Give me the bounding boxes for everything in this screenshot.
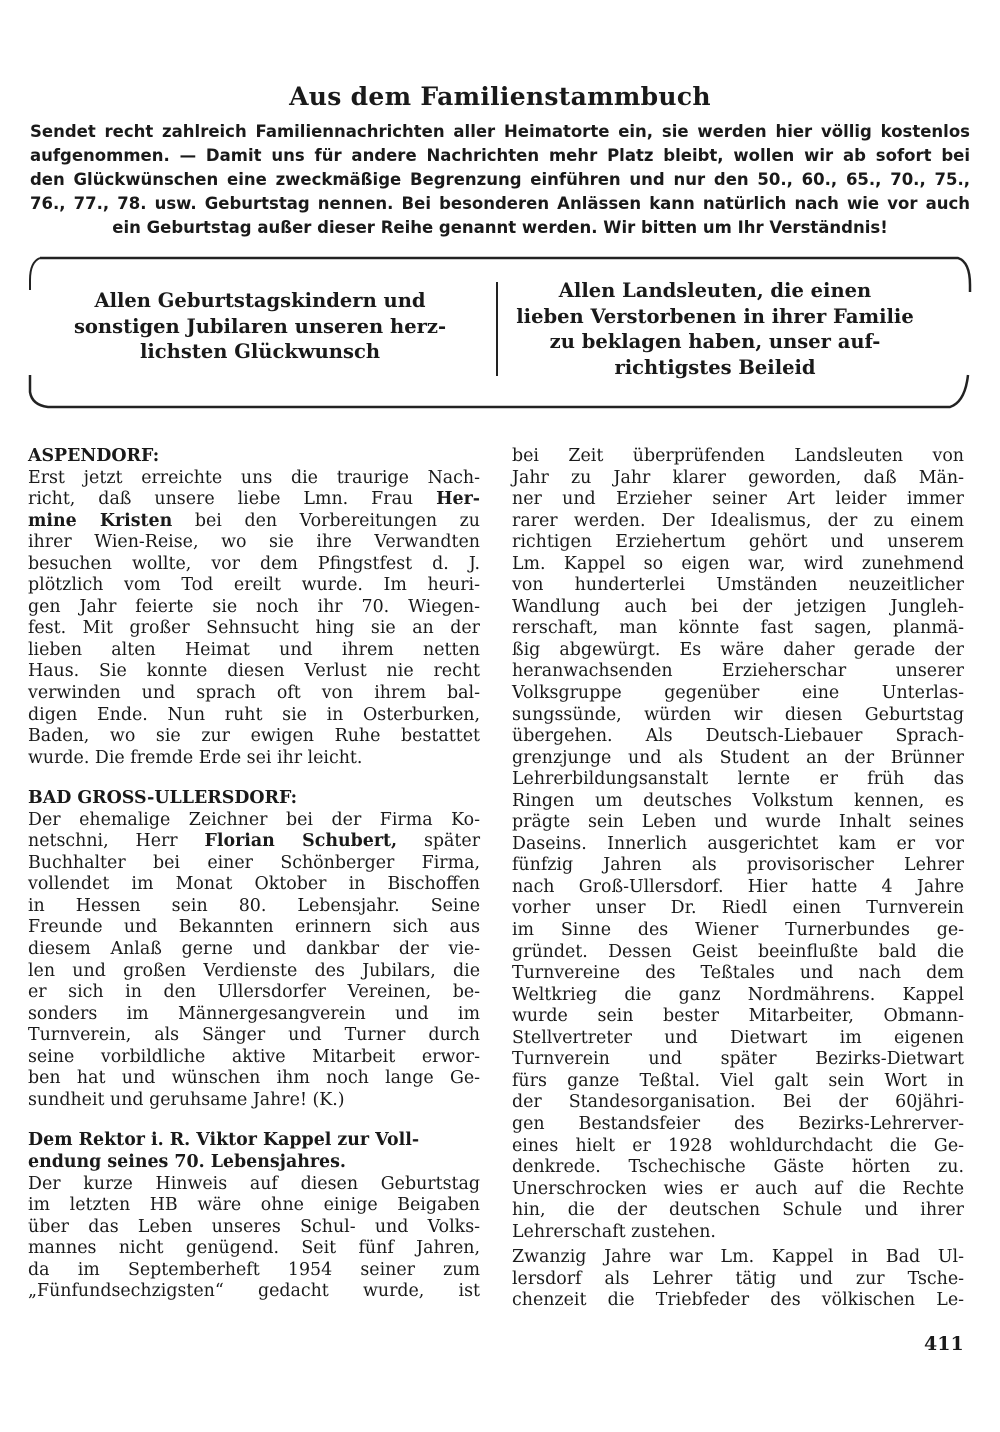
text-line [28,831,480,853]
text-line: fürs ganze Teßtal. Viel galt sein Wort in [512,1070,964,1091]
right-column [512,446,964,1312]
text-line: nach Groß-Ullersdorf. Hier hatte 4 Jahre [512,876,964,897]
spacer [28,1111,480,1130]
intro-line: 76., 77., 78. usw. Geburtstag nennen. Bei besonderen Anlässen kann natürlich nach wie vor auch [30,194,970,213]
section-heading: endung seines 70. Lebensjahres. [28,1151,346,1172]
text-line: ßig abgewürgt. Es wäre daher gerade der [512,639,964,660]
text-line: Der kurze Hinweis auf diesen Geburtstag [28,1173,480,1194]
text-segment: später [397,831,481,852]
birthday-greeting [60,288,460,365]
section-heading: Dem Rektor i. R. Viktor Kappel zur Voll- [28,1130,420,1151]
text-line: Haus. Sie konnte diesen Verlust nie recht [28,661,480,682]
text-line: Turnvereine des Teßtales und nach dem [512,963,964,984]
text-line: gen Jahr feierte sie noch ihr 70. Wiegen- [28,596,480,617]
text-line: Lehrerbildungsanstalt lernte er früh das [512,769,964,790]
text-line: im Sinne des Wiener Turnerbundes ge- [512,920,964,941]
person-name: Florian Schubert, [204,831,398,852]
text-line: Freunde und Bekannten erinnern sich aus [28,917,480,938]
text-line: len und großen Verdienste des Jubilars, die [28,960,480,981]
text-line: gründet. Dessen Geist beeinflußte bald die [512,941,964,962]
intro-line: den Glückwünschen eine zweckmäßige Begrenzung einführen und nur den 50., 60., 65., 70., 75., [30,170,970,189]
text-line: richtigen Erziehertum gehört und unserem [512,532,964,553]
left-column [28,446,480,1303]
text-line: ner und Erzieher seiner Art leider immer [512,489,964,510]
text-line: Der ehemalige Zeichner bei der Firma Ko- [28,809,480,830]
person-name: mine Kristen [28,510,173,531]
text-line: übergehen. Als Deutsch-Liebauer Sprach- [512,726,964,747]
text-line: Volksgruppe gegenüber eine Unterlas- [512,683,964,704]
text-line: über das Leben unseres Schul- und Volks- [28,1216,480,1237]
text-line: plötzlich vom Tod ereilt wurde. Im heuri- [28,575,480,596]
person-name: Her- [436,489,480,510]
text-line: lersdorf als Lehrer tätig und zur Tsche- [512,1268,964,1289]
text-line: fest. Mit großer Sehnsucht hing sie an der [28,618,480,639]
text-line: wurde sein bester Mitarbeiter, Obmann- [512,1006,964,1027]
text-line: besuchen wollte, vor dem Pfingstfest d. J. [28,553,480,574]
greeting-line: lichsten Glückwunsch [139,340,381,363]
text-line: diesem Anlaß gerne und dankbar der vie- [28,939,480,960]
text-line: sundheit und geruhsame Jahre! (K.) [28,1089,345,1110]
text-line: denkrede. Tschechische Gäste hörten zu. [512,1157,964,1178]
intro-line: aufgenommen. — Damit uns für andere Nachrichten mehr Platz bleibt, wollen wir ab sofort bei [30,146,970,165]
text-line: Lm. Kappel so eigen war, wird zunehmend [512,553,964,574]
text-line: Stellvertreter und Dietwart im eigenen [512,1027,964,1048]
text-line: Jahr zu Jahr klarer geworden, daß Män- [512,467,964,488]
greeting-line: lieben Verstorbenen in ihrer Familie [516,304,914,328]
text-line: hin, die der deutschen Schule und ihrer [512,1200,964,1221]
text-line: Ringen um deutsches Volkstum kennen, es [512,790,964,811]
greeting-line: richtigstes Beileid [614,355,816,379]
text-line: fünfzig Jahren als provisorischer Lehrer [512,855,964,876]
greeting-line: zu beklagen haben, unser auf- [549,330,881,353]
text-line: da im Septemberheft 1954 seiner zum [28,1259,480,1280]
greeting-line: sonstigen Jubilaren unseren herz- [73,314,447,338]
text-line: verwinden und sprach oft von ihrem bal- [28,683,480,704]
text-line: seine vorbildliche aktive Mitarbeit erwor- [28,1046,480,1067]
text-line: mannes nicht genügend. Seit fünf Jahren, [28,1238,480,1259]
text-line: sungssünde, würden wir diesen Geburtstag [512,704,964,725]
page-title: Aus dem Familienstammbuch [289,82,711,111]
text-line: rerschaft, man könnte fast sagen, planmä- [512,618,964,639]
text-line: sonders im Männergesangverein und im [28,1003,480,1024]
text-line: Zwanzig Jahre war Lm. Kappel in Bad Ul- [512,1247,964,1268]
text-line: vorher unser Dr. Riedl einen Turnverein [512,898,964,919]
text-line: eines hielt er 1928 wohldurchdacht die Ge- [512,1135,964,1156]
text-line: „Fünfundsechzigsten“ gedacht wurde, ist [28,1281,480,1302]
text-line: bei Zeit überprüfenden Landsleuten von [512,446,964,466]
text-line: Unerschrocken wies er auch auf die Rechte [512,1178,964,1199]
intro-line: Sendet recht zahlreich Familiennachrichten aller Heimatorte ein, sie werden hier völlig kostenlos [30,122,970,141]
text-line [28,489,480,511]
text-line: prägte sein Leben und wurde Inhalt seines [512,812,964,833]
text-line: wurde. Die fremde Erde sei ihr leicht. [28,747,363,768]
text-line: digen Ende. Nun ruht sie in Osterburken, [28,704,480,725]
text-line: ihrer Wien-Reise, wo sie ihre Verwandten [28,532,480,553]
text-line: der Standesorganisation. Bei der 60jähri- [512,1092,964,1113]
text-line: chenzeit die Triebfeder des völkischen Le- [512,1290,964,1311]
text-line: ben hat und wünschen ihm noch lange Ge- [28,1068,480,1089]
text-line [28,511,480,533]
text-line: Turnverein und später Bezirks-Dietwart [512,1049,964,1070]
text-line: Wandlung auch bei der jetzigen Jungleh- [512,596,964,617]
text-line: Baden, wo sie zur ewigen Ruhe bestattet [28,726,480,747]
page-number: 411 [924,1333,964,1355]
text-line: Buchhalter bei einer Schönberger Firma, [28,852,480,873]
section-heading: BAD GROSS-ULLERSDORF: [28,788,298,809]
text-line: rarer werden. Der Idealismus, der zu einem [512,510,964,531]
text-line: er sich in den Ullersdorfer Vereinen, be- [28,982,480,1003]
spacer [28,769,480,788]
intro-line: ein Geburtstag außer dieser Reihe genannt werden. Wir bitten um Ihr Verständnis! [112,218,888,237]
condolence-message [510,278,920,380]
text-line: in Hessen sein 80. Lebensjahr. Seine [28,895,480,916]
text-line: heranwachsenden Erzieherschar unserer [512,661,964,682]
text-segment: netschni, Herr [28,831,205,852]
greeting-line: Allen Geburtstagskindern und [94,289,426,312]
section-heading: ASPENDORF: [28,446,160,466]
text-line: vollendet im Monat Oktober in Bischoffen [28,874,480,895]
greeting-line: Allen Landsleuten, die einen [558,279,872,302]
text-line: Erst jetzt erreichte uns die traurige Nach- [28,467,480,488]
text-line: Lehrerschaft zustehen. [512,1221,716,1242]
text-line: von hunderterlei Umständen neuzeitlicher [512,575,964,596]
text-line: grenzjunge und als Student an der Brünner [512,747,964,768]
text-line: Daseins. Innerlich ausgerichtet kam er vor [512,833,964,854]
text-line: lieben alten Heimat und ihrem netten [28,639,480,660]
text-line: Turnverein, als Sänger und Turner durch [28,1025,480,1046]
text-segment: bei den Vorbereitungen zu [172,510,481,531]
text-line: Weltkrieg die ganz Nordmährens. Kappel [512,984,964,1005]
text-line: im letzten HB wäre ohne einige Beigaben [28,1195,480,1216]
text-line: gen Bestandsfeier des Bezirks-Lehrerver- [512,1113,964,1134]
text-segment: richt, daß unsere liebe Lmn. Frau [28,489,437,510]
